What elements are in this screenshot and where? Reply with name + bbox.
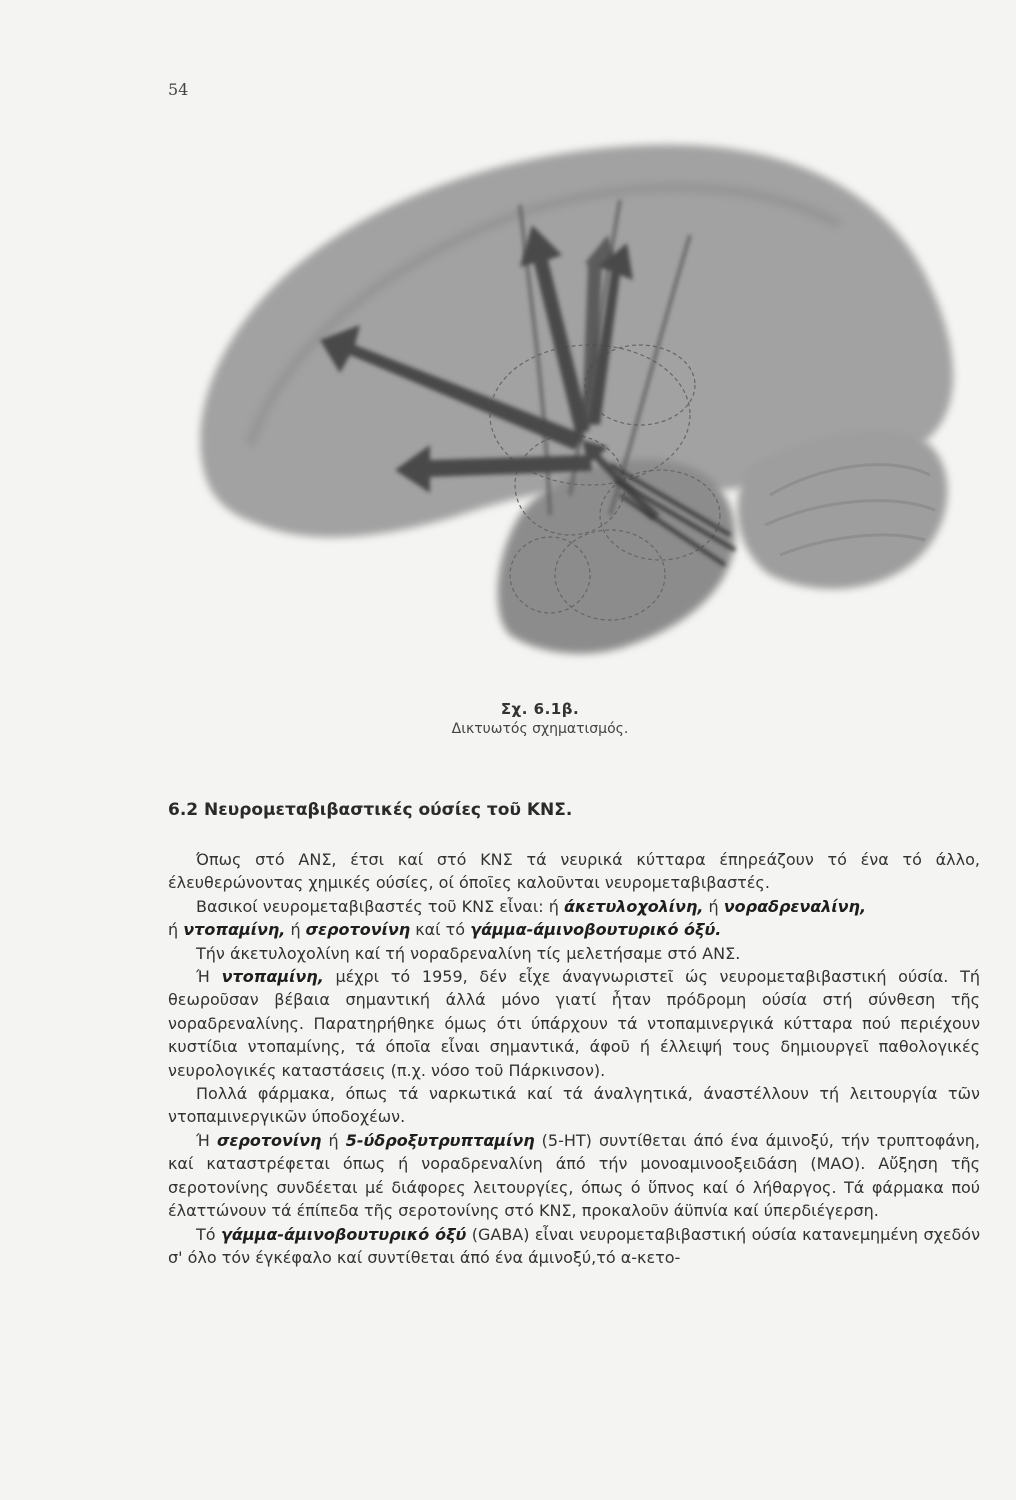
term-5ht: 5-ύδροξυτρυπταμίνη xyxy=(345,1130,535,1150)
figure-caption xyxy=(400,700,680,737)
paragraph: Ή σεροτονίνη ή 5-ύδροξυτρυπταμίνη (5-ΗΤ) συντίθεται άπό ένα άμινοξύ, τήν τρυπτοφάνη, καί καταστρέφεται όπως ή νοραδρεναλίνη άπό τήν μονοαμινοοξειδάση (ΜΑΟ). Αὔξηση τῆς σεροτονίνης συνδέεται μέ διάφορες λειτουργίες, όπως ό ὕπνος καί ό λήθαργος. Τά φάρμακα πού έλαττώνουν τά έπίπεδα τῆς σεροτονίνης στό ΚΝΣ, προκαλοῦν άϋπνία καί ύπερδιέγερση. xyxy=(168,1130,980,1221)
term-gaba: γάμμα-άμινοβουτυρικό όξύ. xyxy=(470,920,722,940)
figure-label: Σχ. 6.1β. xyxy=(500,700,580,718)
term-serotonin: σεροτονίνη xyxy=(217,1130,322,1150)
brain-reticular-formation-figure xyxy=(190,115,990,690)
term-serotonin: σεροτονίνη xyxy=(305,920,411,940)
paragraph: Τήν άκετυλοχολίνη καί τή νοραδρεναλίνη τίς μελετήσαμε στό ΑΝΣ. xyxy=(196,943,741,963)
paragraph: Βασικοί νευρομεταβιβαστές τοῦ ΚΝΣ εἶναι: ή άκετυλοχολίνη, ή νοραδρεναλίνη, ή ντοπαμίνη, ή σεροτονίνη καί τό γάμμα-άμινοβουτυρικό όξύ. xyxy=(168,896,867,940)
body-text xyxy=(168,848,980,1269)
page-number: 54 xyxy=(168,80,189,99)
term-dopamine: ντοπαμίνη, xyxy=(183,920,286,940)
section-title: 6.2 Νευρομεταβιβαστικές ούσίες τοῦ ΚΝΣ. xyxy=(168,800,573,820)
paragraph: Πολλά φάρμακα, όπως τά ναρκωτικά καί τά άναλγητικά, άναστέλλουν τή λειτουργία τῶν ντοπαμινεργικῶν ύποδοχέων. xyxy=(168,1084,980,1127)
term-acetylcholine: άκετυλοχολίνη, xyxy=(563,896,704,916)
term-dopamine: ντοπαμίνη, xyxy=(221,967,324,987)
paragraph: Τό γάμμα-άμινοβουτυρικό όξύ (GABA) εἶναι νευρομεταβιβαστική ούσία κατανεμημένη σχεδόν σ' όλο τόν έγκέφαλο καί συντίθεται άπό ένα άμινοξύ,τό α-κετο- xyxy=(168,1224,981,1267)
paragraph: Όπως στό ΑΝΣ, έτσι καί στό ΚΝΣ τά νευρικά κύτταρα έπηρεάζουν τό ένα τό άλλο, έλευθερώνοντας χημικές ούσίες, οί όποῖες καλοῦνται νευρομεταβιβαστές. xyxy=(168,850,980,893)
term-noradrenaline: νοραδρεναλίνη, xyxy=(723,896,867,916)
term-gaba: γάμμα-άμινοβουτυρικό όξύ xyxy=(220,1224,467,1244)
figure-caption-text: Δικτυωτός σχηματισμός. xyxy=(451,721,629,737)
paragraph: Ή ντοπαμίνη, μέχρι τό 1959, δέν εἶχε άναγνωριστεῖ ώς νευρομεταβιβαστική ούσία. Τή θεωροῦσαν βέβαια σημαντική άλλά μόνο γιατί ἦταν πρόδρομη ούσία στή σύνθεση τῆς νοραδρεναλίνης. Παρατηρήθηκε όμως ότι ύπάρχουν τά ντοπαμινεργικά κύτταρα πού περιέχουν κυστίδια ντοπαμίνης, τά όποῖα εἶναι σημαντικά, άφοῦ ή έλλειψή τους δημιουργεῖ παθολογικές νευρολογικές καταστάσεις (π.χ. νόσο τοῦ Πάρκινσον). xyxy=(168,967,981,1080)
